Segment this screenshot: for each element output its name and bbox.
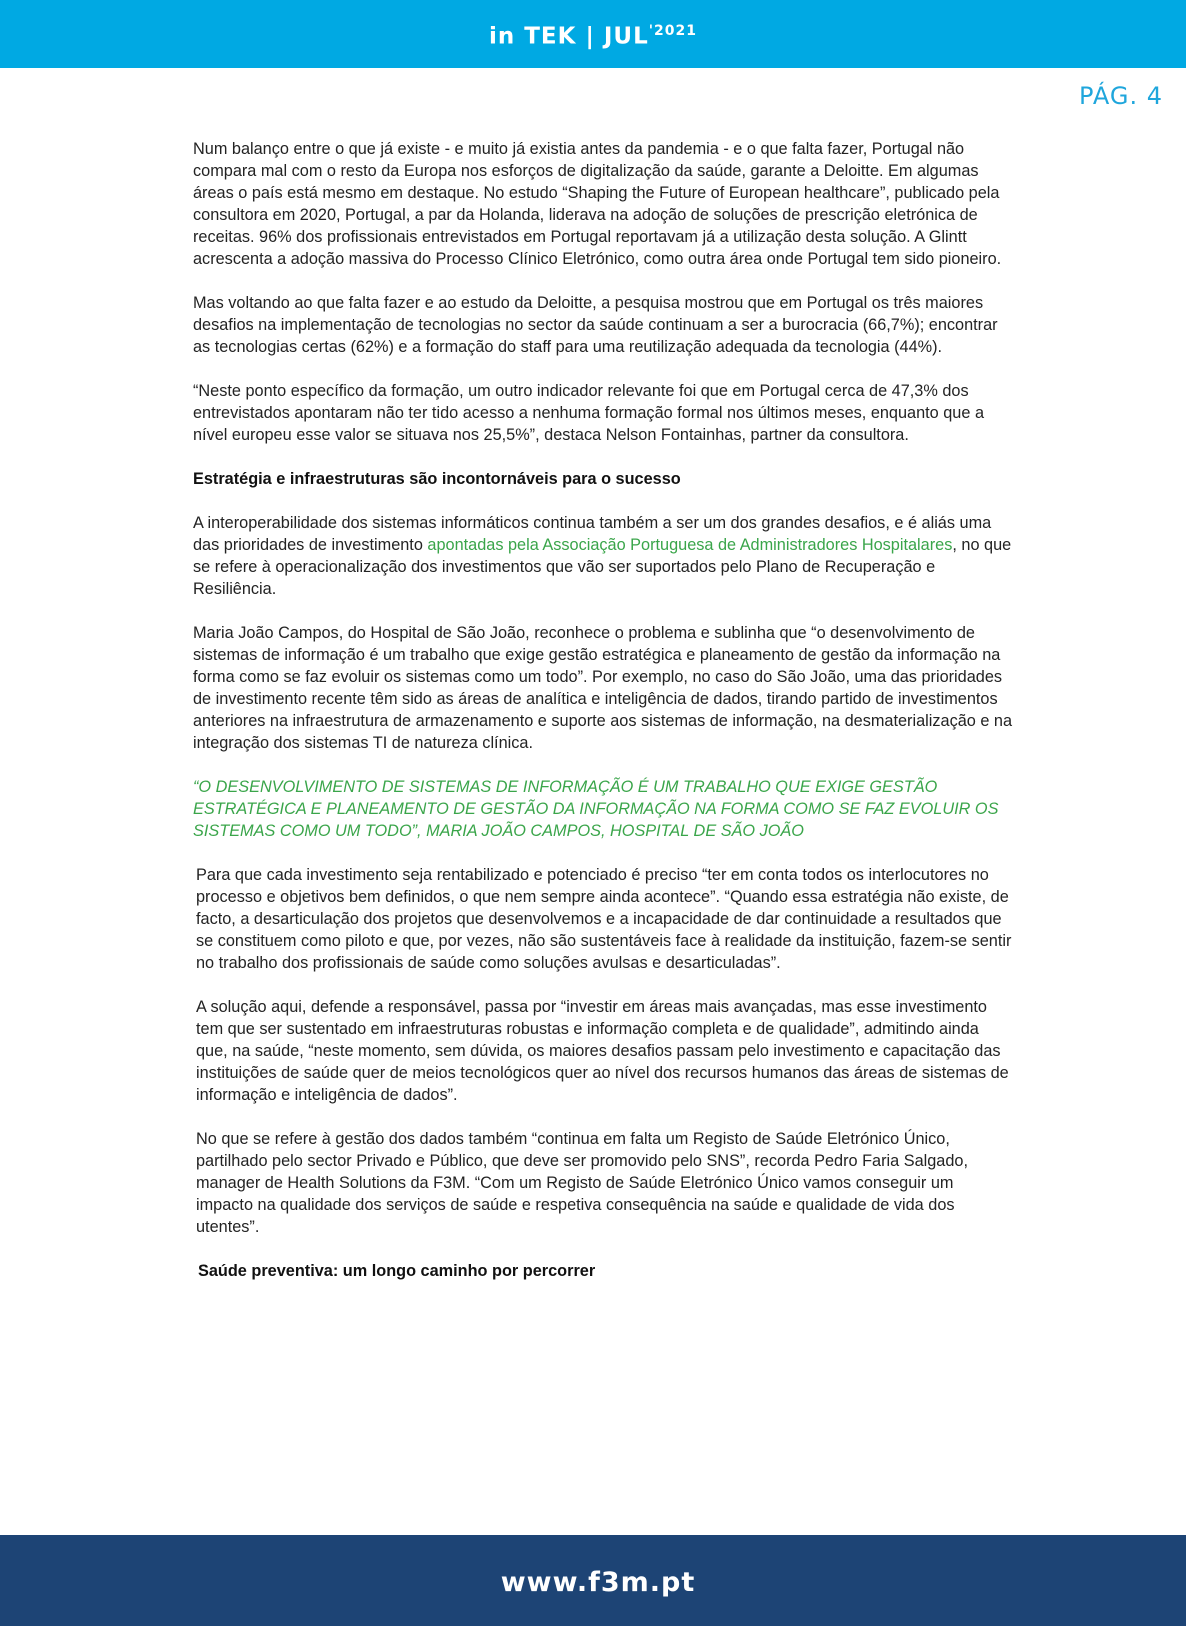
paragraph-6: Para que cada investimento seja rentabilizado e potenciado é preciso “ter em conta todos os interlocutores no processo e objetivos bem definidos, o que nem sempre ainda acontece”. “Quando essa estratégia não existe, de facto, a desarticulação dos projetos que desenvolvemos e a incapacidade de dar continuidade a resultados que se constituem como piloto e que, por vezes, não são sustentáveis face à realidade da instituição, fazem-se sentir no trabalho dos profissionais de saúde como soluções avulsas e desarticuladas”. (196, 866, 1012, 972)
paragraph-7: A solução aqui, defende a responsável, passa por “investir em áreas mais avançadas, mas esse investimento tem que ser sustentado em infraestruturas robustas e informação completa e de qualidade”, admitindo ainda que, na saúde, “neste momento, sem dúvida, os maiores desafios passam pelo investimento e capacitação das instituições de saúde quer de meios tecnológicos quer ao nível dos recursos humanos das áreas de sistemas de informação e inteligência de dados”. (196, 998, 1009, 1104)
website-url[interactable]: www.f3m.pt (500, 1567, 696, 1598)
publication-title-text: in TEK | JUL (488, 23, 649, 50)
section-heading-strategy: Estratégia e infraestruturas são incontornáveis para o sucesso (193, 470, 681, 488)
publication-title (489, 23, 697, 50)
paragraph-3: “Neste ponto específico da formação, um outro indicador relevante foi que em Portugal cerca de 47,3% dos entrevistados apontaram não ter tido acesso a nenhuma formação formal nos últimos meses, enquanto que a nível europeu esse valor se situava nos 25,5%”, destaca Nelson Fontainhas, partner da consultora. (193, 382, 985, 444)
pull-quote: “O DESENVOLVIMENTO DE SISTEMAS DE INFORMAÇÃO É UM TRABALHO QUE EXIGE GESTÃO ESTRATÉGICA E PLANEAMENTO DE GESTÃO DA INFORMAÇÃO NA FORMA COMO SE FAZ EVOLUIR OS SISTEMAS COMO UM TODO”, MARIA JOÃO CAMPOS, HOSPITAL DE SÃO JOÃO (193, 778, 999, 840)
footer-bar (0, 1535, 1186, 1626)
paragraph-5: Maria João Campos, do Hospital de São João, reconhece o problema e sublinha que “o desenvolvimento de sistemas de informação é um trabalho que exige gestão estratégica e planeamento de gestão da informação na forma como se faz evoluir os sistemas como um todo”. Por exemplo, no caso do São João, uma das prioridades de investimento recente têm sido as áreas de analítica e inteligência de dados, tirando partido de investimentos anteriores na infraestrutura de armazenamento e suporte aos sistemas de informação, na desmaterialização e na integração dos sistemas TI de natureza clínica. (193, 624, 1013, 752)
article-body (193, 138, 1013, 1304)
paragraph-4 (193, 512, 1013, 600)
header-bar (0, 0, 1186, 68)
paragraph-8: No que se refere à gestão dos dados também “continua em falta um Registo de Saúde Eletrónico Único, partilhado pelo sector Privado e Público, que deve ser promovido pelo SNS”, recorda Pedro Faria Salgado, manager de Health Solutions da F3M. “Com um Registo de Saúde Eletrónico Único vamos conseguir um impacto na qualidade dos serviços de saúde e respetiva consequência na saúde e qualidade de vida dos utentes”. (196, 1130, 968, 1236)
paragraph-4-text-b: , no que se refere à operacionalização dos investimentos que vão ser suportados pelo Plano de Recuperação e Resiliência. (193, 536, 1012, 598)
page-number: PÁG. 4 (1078, 82, 1163, 110)
paragraph-2: Mas voltando ao que falta fazer e ao estudo da Deloitte, a pesquisa mostrou que em Portugal os três maiores desafios na implementação de tecnologias no sector da saúde continuam a ser a burocracia (66,7%); encontrar as tecnologias certas (62%) e a formação do staff para uma reutilização adequada da tecnologia (44%). (193, 294, 998, 356)
paragraph-4-text-a: A interoperabilidade dos sistemas informáticos continua também a ser um dos grandes desafios, e é aliás uma das prioridades de investimento (193, 514, 992, 554)
apah-link[interactable]: apontadas pela Associação Portuguesa de Administradores Hospitalares (427, 536, 953, 554)
publication-title-year: '2021 (648, 22, 698, 39)
paragraph-1: Num balanço entre o que já existe - e muito já existia antes da pandemia - e o que falta fazer, Portugal não compara mal com o resto da Europa nos esforços de digitalização da saúde, garante a Deloitte. Em algumas áreas o país está mesmo em destaque. No estudo “Shaping the Future of European healthcare”, publicado pela consultora em 2020, Portugal, a par da Holanda, liderava na adoção de soluções de prescrição eletrónica de receitas. 96% dos profissionais entrevistados em Portugal reportavam já a utilização desta solução. A Glintt acrescenta a adoção massiva do Processo Clínico Eletrónico, como outra área onde Portugal tem sido pioneiro. (193, 140, 1002, 268)
section-heading-preventive: Saúde preventiva: um longo caminho por percorrer (198, 1262, 596, 1280)
